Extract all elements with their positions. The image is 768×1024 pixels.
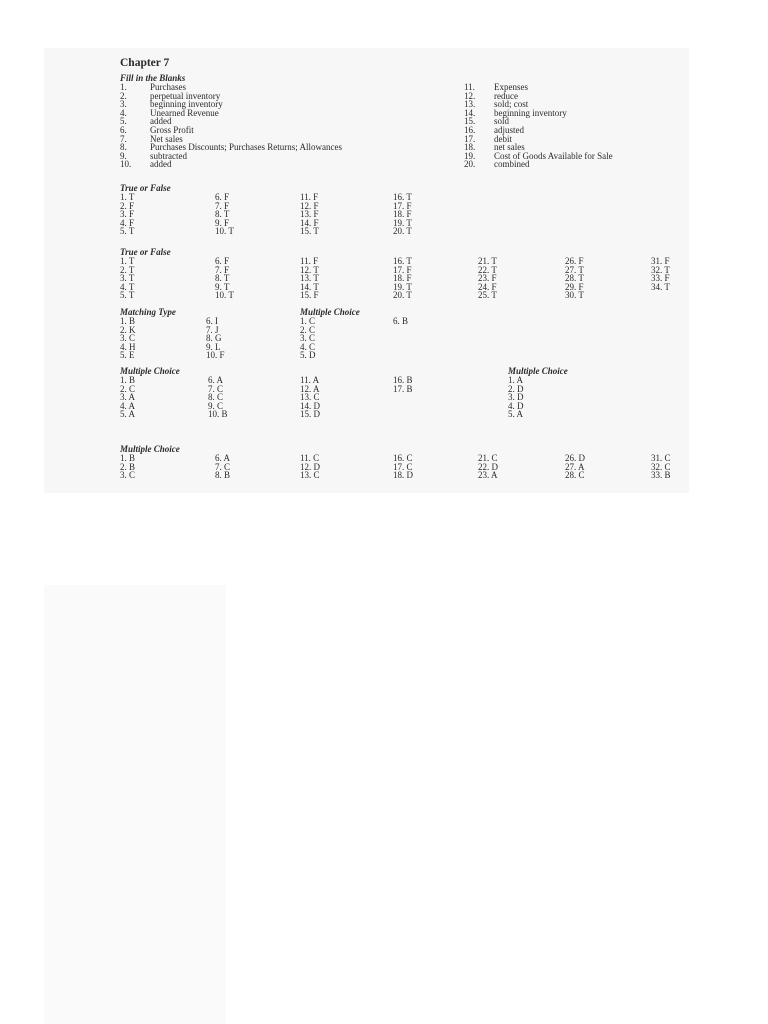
answer-item: 4. D <box>508 400 524 411</box>
multiple-choice-section-small <box>300 308 500 362</box>
answer-column <box>215 454 230 480</box>
blank-page-region <box>44 585 226 1024</box>
section-title: Multiple Choice <box>120 445 180 454</box>
answer-item: 14. D <box>300 400 320 411</box>
answer-item: 3. C <box>300 333 316 344</box>
answer-item: 8. C <box>208 392 224 403</box>
answer-column <box>206 317 225 360</box>
section-title: Matching Type <box>120 307 176 317</box>
section-title: True or False <box>120 183 171 193</box>
document-page <box>44 48 689 493</box>
answer-column <box>651 257 670 291</box>
answer-item: 28. T <box>565 273 584 284</box>
answer-number: 3. <box>120 99 127 110</box>
answer-column <box>215 257 234 300</box>
answer-item: 21. C <box>478 453 498 463</box>
answer-column <box>120 376 135 419</box>
answer-number: 4. <box>120 107 127 118</box>
answer-item: 15. D <box>300 409 320 420</box>
blank-answer-row <box>464 135 613 144</box>
answer-item: 3. T <box>120 273 135 284</box>
answer-text: reduce <box>494 90 518 101</box>
answer-column <box>300 454 320 480</box>
multiple-choice-section-2 <box>120 445 689 493</box>
answer-item: 2. B <box>120 461 136 472</box>
answer-grid <box>120 257 689 302</box>
true-false-section-1 <box>120 184 689 238</box>
answer-item: 25. T <box>478 290 497 301</box>
answer-number: 1. <box>120 82 127 92</box>
answer-number: 15. <box>464 116 476 127</box>
answer-column <box>300 376 320 419</box>
answer-text: added <box>150 159 172 170</box>
answer-item: 5. T <box>120 290 135 301</box>
answer-item: 20. T <box>393 226 412 237</box>
section-title: Multiple Choice <box>508 366 568 376</box>
section-title: Multiple Choice <box>120 366 180 376</box>
answer-item: 21. T <box>478 256 497 266</box>
answer-item: 13. F <box>300 209 319 220</box>
answer-item: 1. T <box>120 256 135 266</box>
answer-item: 2. T <box>120 264 135 275</box>
answer-item: 7. C <box>208 383 224 394</box>
answer-item: 6. A <box>208 375 224 385</box>
answer-item: 2. C <box>300 324 316 335</box>
answer-item: 1. B <box>120 375 136 385</box>
answer-item: 27. T <box>565 264 584 275</box>
answer-item: 7. J <box>206 324 219 335</box>
answer-item: 18. D <box>393 470 413 481</box>
answer-item: 22. T <box>478 264 497 275</box>
answer-item: 3. C <box>120 470 136 481</box>
blank-answer-row <box>120 160 342 169</box>
chapter-title: Chapter 7 <box>120 57 170 69</box>
answer-item: 2. K <box>120 324 136 335</box>
answer-column <box>651 454 671 480</box>
answer-item: 7. F <box>215 264 230 275</box>
answer-item: 1. B <box>120 453 136 463</box>
answer-item: 11. A <box>300 375 320 385</box>
answer-item: 9. C <box>208 400 224 411</box>
answer-column <box>393 454 413 480</box>
answer-text: Unearned Revenue <box>150 107 219 118</box>
answer-number: 8. <box>120 142 127 153</box>
answer-text: Gross Profit <box>150 124 194 135</box>
answer-item: 20. T <box>393 290 412 301</box>
answer-item: 10. B <box>208 409 228 420</box>
blank-answer-row <box>464 152 613 161</box>
answer-item: 31. F <box>651 256 670 266</box>
answer-item: 3. D <box>508 392 524 403</box>
answer-item: 8. B <box>215 470 231 481</box>
answer-item: 15. F <box>300 290 319 301</box>
answer-item: 9. F <box>215 217 230 228</box>
answer-item: 7. C <box>215 461 231 472</box>
answer-number: 9. <box>120 150 127 161</box>
answer-item: 4. C <box>300 341 316 352</box>
answer-number: 11. <box>464 82 475 92</box>
answer-item: 11. C <box>300 453 320 463</box>
fill-in-the-blanks-section <box>120 74 689 173</box>
answer-text: Purchases Discounts; Purchases Returns; Allowances <box>150 142 342 153</box>
blank-answer-row <box>464 160 613 169</box>
true-false-section-2 <box>120 248 689 302</box>
answer-column <box>300 317 316 360</box>
answer-item: 16. T <box>393 192 412 202</box>
answer-text: Expenses <box>494 82 528 92</box>
answer-grid <box>120 193 689 238</box>
answer-item: 1. C <box>300 316 316 326</box>
answer-column <box>215 193 234 236</box>
answer-text: added <box>150 116 172 127</box>
answer-text: sold; cost <box>494 99 529 110</box>
answer-number: 16. <box>464 124 476 135</box>
answer-item: 9. T <box>215 281 230 292</box>
answer-item: 4. A <box>120 400 136 411</box>
answer-text: net sales <box>494 142 525 153</box>
answer-item: 1. A <box>508 375 524 385</box>
answer-column <box>393 193 412 236</box>
answer-item: 28. C <box>565 470 585 481</box>
answer-item: 16. B <box>393 375 413 385</box>
blank-answer-row <box>464 83 613 92</box>
answer-item: 13. C <box>300 470 320 481</box>
answer-item: 33. B <box>651 470 671 481</box>
answer-item: 17. F <box>393 200 412 211</box>
answer-item: 3. C <box>120 333 136 344</box>
answer-item: 3. F <box>120 209 135 220</box>
answer-number: 14. <box>464 107 476 118</box>
answer-item: 27. A <box>565 461 585 472</box>
answer-item: 23. A <box>478 470 498 481</box>
answer-grid <box>300 317 500 362</box>
section-title: True or False <box>120 247 171 257</box>
answer-grid <box>508 376 689 421</box>
answer-item: 13. C <box>300 392 320 403</box>
multiple-choice-section-right <box>508 367 689 421</box>
answer-item: 16. C <box>393 453 413 463</box>
answer-text: combined <box>494 159 530 170</box>
answer-item: 2. C <box>120 383 136 394</box>
answer-text: adjusted <box>494 124 524 135</box>
answer-number: 20. <box>464 159 476 170</box>
answer-item: 6. I <box>206 316 218 326</box>
answer-grid <box>120 454 689 493</box>
answer-item: 10. T <box>215 226 234 237</box>
answer-item: 8. T <box>215 273 230 284</box>
answer-column <box>300 257 319 300</box>
answer-item: 14. T <box>300 281 319 292</box>
answer-item: 4. T <box>120 281 135 292</box>
answer-item: 12. T <box>300 264 319 275</box>
answer-item: 22. D <box>478 461 498 472</box>
answer-item: 5. T <box>120 226 135 237</box>
answer-column <box>120 317 136 360</box>
answer-item: 10. F <box>206 350 225 361</box>
answer-number: 7. <box>120 133 127 144</box>
answer-item: 29. F <box>565 281 584 292</box>
answer-item: 10. T <box>215 290 234 301</box>
answer-item: 16. T <box>393 256 412 266</box>
answer-item: 6. F <box>215 192 230 202</box>
answer-item: 1. B <box>120 316 136 326</box>
answer-item: 23. F <box>478 273 497 284</box>
answer-item: 31. C <box>651 453 671 463</box>
answer-item: 7. F <box>215 200 230 211</box>
answer-number: 10. <box>120 159 132 170</box>
section-title: Fill in the Blanks <box>120 73 186 83</box>
answer-number: 12. <box>464 90 476 101</box>
answer-column <box>508 376 524 419</box>
answer-item: 24. F <box>478 281 497 292</box>
answer-item: 4. H <box>120 341 136 352</box>
answer-item: 32. T <box>651 264 670 275</box>
answer-item: 8. T <box>215 209 230 220</box>
answer-column <box>478 454 498 480</box>
answer-text: beginning inventory <box>150 99 223 110</box>
blank-answer-row <box>464 117 613 126</box>
answer-text: Purchases <box>150 82 186 92</box>
answer-item: 6. F <box>215 256 230 266</box>
answer-item: 12. D <box>300 461 320 472</box>
answer-item: 30. T <box>565 290 584 301</box>
answer-item: 12. A <box>300 383 320 394</box>
answer-item: 8. G <box>206 333 222 344</box>
answer-item: 12. F <box>300 200 319 211</box>
answer-column <box>393 376 413 393</box>
section-title: Multiple Choice <box>300 307 360 317</box>
answer-item: 3. A <box>120 392 136 403</box>
answer-column <box>120 193 134 236</box>
answer-item: 26. D <box>565 453 585 463</box>
answer-item: 17. F <box>393 264 412 275</box>
blank-answer-row <box>464 126 613 135</box>
answer-item: 4. F <box>120 217 135 228</box>
answer-item: 6. A <box>215 453 231 463</box>
fill-blanks-left-column <box>120 83 342 169</box>
answer-item: 17. C <box>393 461 413 472</box>
answer-column <box>208 376 228 419</box>
answer-item: 9. L <box>206 341 221 352</box>
answer-text: debit <box>494 133 512 144</box>
answer-text: beginning inventory <box>494 107 567 118</box>
answer-item: 11. F <box>300 256 319 266</box>
answer-number: 5. <box>120 116 127 127</box>
answer-number: 17. <box>464 133 476 144</box>
answer-item: 5. A <box>508 409 524 420</box>
answer-column <box>120 257 134 300</box>
answer-column <box>565 257 584 300</box>
answer-item: 11. F <box>300 192 319 202</box>
answer-column <box>478 257 497 300</box>
answer-item: 33. F <box>651 273 670 284</box>
answer-number: 6. <box>120 124 127 135</box>
answer-column <box>565 454 585 480</box>
answer-item: 19. T <box>393 281 412 292</box>
answer-item: 34. T <box>651 281 670 292</box>
answer-text: Cost of Goods Available for Sale <box>494 150 613 161</box>
answer-number: 2. <box>120 90 127 101</box>
answer-item: 1. T <box>120 192 135 202</box>
answer-item: 18. F <box>393 209 412 220</box>
answer-item: 15. T <box>300 226 319 237</box>
answer-item: 5. E <box>120 350 135 361</box>
answer-number: 13. <box>464 99 476 110</box>
answer-item: 5. D <box>300 350 316 361</box>
blank-answer-row <box>464 92 613 101</box>
answer-column <box>120 454 135 480</box>
fill-blanks-right-column <box>464 83 613 169</box>
answer-item: 32. C <box>651 461 671 472</box>
answer-item: 13. T <box>300 273 319 284</box>
answer-item: 6. B <box>393 316 409 326</box>
answer-item: 5. A <box>120 409 136 420</box>
answer-column <box>393 317 408 326</box>
answer-item: 26. F <box>565 256 584 266</box>
answer-column <box>393 257 412 300</box>
answer-item: 19. T <box>393 217 412 228</box>
answer-text: Net sales <box>150 133 183 144</box>
answer-item: 14. F <box>300 217 319 228</box>
answer-number: 19. <box>464 150 476 161</box>
answer-text: perpetual inventory <box>150 90 221 101</box>
blank-answer-row <box>464 109 613 118</box>
answer-number: 18. <box>464 142 476 153</box>
answer-item: 2. F <box>120 200 135 211</box>
answer-text: subtracted <box>150 150 187 161</box>
answer-item: 17. B <box>393 383 413 394</box>
answer-column <box>300 193 319 236</box>
answer-item: 18. F <box>393 273 412 284</box>
answer-text: sold <box>494 116 510 127</box>
answer-item: 2. D <box>508 383 524 394</box>
